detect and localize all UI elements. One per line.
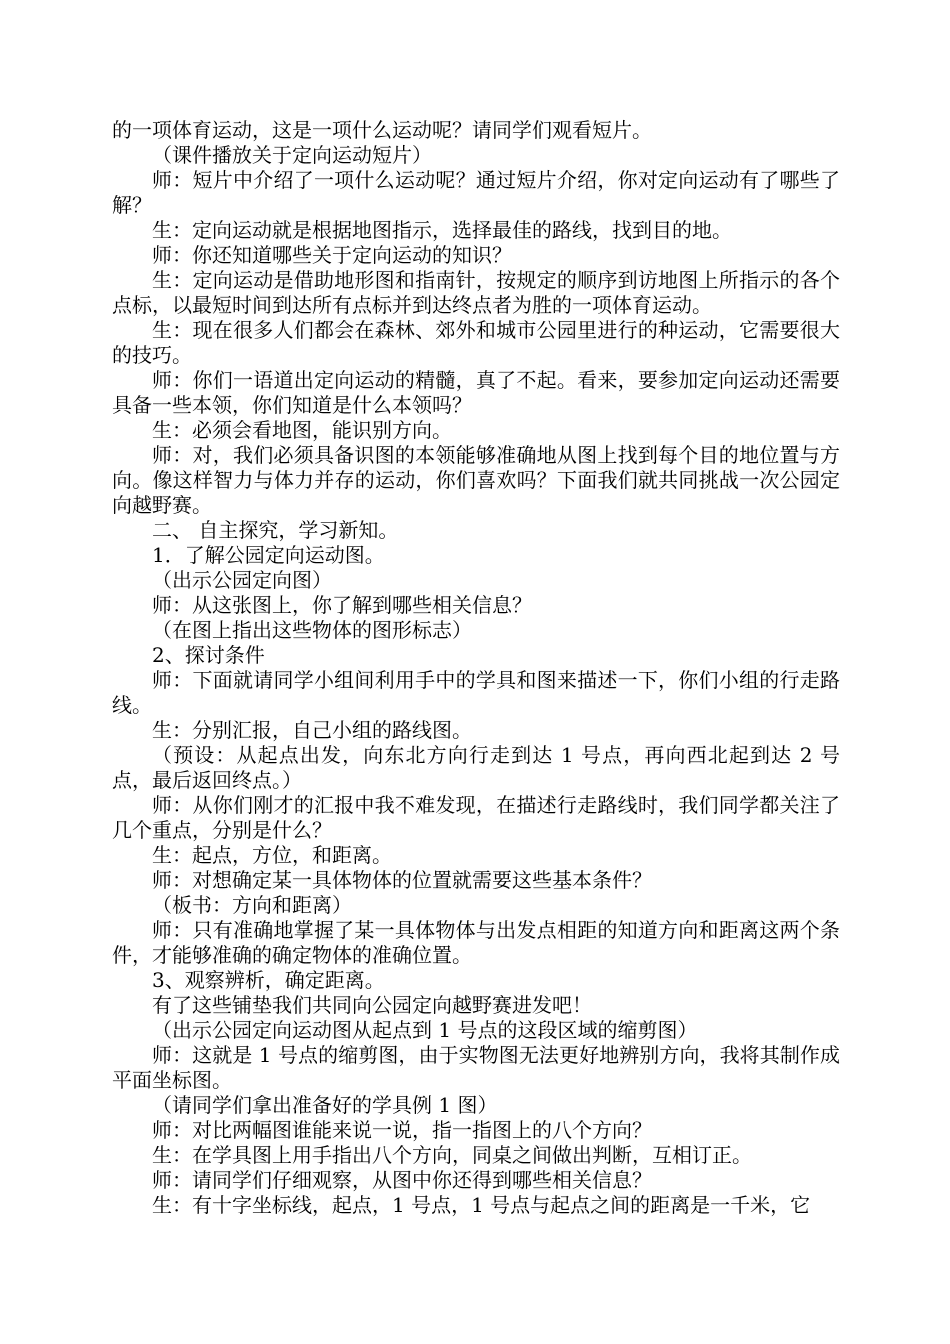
paragraph: 生：起点，方位，和距离。 — [152, 843, 392, 867]
paragraph: 师：你还知道哪些关于定向运动的知识？ — [152, 243, 512, 267]
paragraph: 师：只有准确地掌握了某一具体物体与出发点相距的知道方向和距离这两个条件，才能够准确的确定物体的准确位置。 — [112, 918, 840, 967]
paragraph: 生：有十字坐标线，起点，1 号点，1 号点与起点之间的距离是一千米，它 — [152, 1193, 811, 1217]
paragraph: 生：在学具图上用手指出八个方向，同桌之间做出判断，互相订正。 — [152, 1143, 752, 1167]
paragraph: 的一项体育运动，这是一项什么运动呢？请同学们观看短片。 — [112, 118, 652, 142]
subsection-heading: 2、探讨条件 — [152, 643, 265, 667]
paragraph: （请同学们拿出准备好的学具例 1 图） — [152, 1093, 498, 1117]
paragraph: （出示公园定向图） — [152, 568, 332, 592]
paragraph: （预设：从起点出发，向东北方向行走到达 1 号点，再向西北起到达 2 号点，最后返回终点。） — [112, 743, 840, 792]
paragraph: （出示公园定向运动图从起点到 1 号点的这段区域的缩剪图） — [152, 1018, 698, 1042]
paragraph: 生：分别汇报，自己小组的路线图。 — [152, 718, 472, 742]
subsection-heading: 3、观察辨析，确定距离。 — [152, 968, 385, 992]
paragraph: 师：从你们刚才的汇报中我不难发现，在描述行走路线时，我们同学都关注了几个重点，分别是什么？ — [112, 793, 840, 842]
paragraph: 师：对，我们必须具备识图的本领能够准确地从图上找到每个目的地位置与方向。像这样智力与体力并存的运动，你们喜欢吗？下面我们就共同挑战一次公园定向越野赛。 — [112, 443, 840, 517]
paragraph: （课件播放关于定向运动短片） — [152, 143, 432, 167]
paragraph: 有了这些铺垫我们共同向公园定向越野赛进发吧！ — [152, 993, 592, 1017]
paragraph: 师：这就是 1 号点的缩剪图，由于实物图无法更好地辨别方向，我将其制作成平面坐标图。 — [112, 1043, 840, 1092]
paragraph: （在图上指出这些物体的图形标志） — [152, 618, 472, 642]
paragraph: 师：对想确定某一具体物体的位置就需要这些基本条件？ — [152, 868, 652, 892]
paragraph: 师：对比两幅图谁能来说一说，指一指图上的八个方向？ — [152, 1118, 652, 1142]
paragraph: 生：定向运动是借助地形图和指南针，按规定的顺序到访地图上所指示的各个点标，以最短时间到达所有点标并到达终点者为胜的一项体育运动。 — [112, 268, 840, 317]
document-body — [112, 118, 840, 1218]
paragraph: 师：短片中介绍了一项什么运动呢？通过短片介绍，你对定向运动有了哪些了解？ — [112, 168, 840, 217]
section-heading: 二、 自主探究，学习新知。 — [152, 518, 399, 542]
subsection-heading: 1．了解公园定向运动图。 — [152, 543, 385, 567]
paragraph: 师：你们一语道出定向运动的精髓，真了不起。看来，要参加定向运动还需要具备一些本领，你们知道是什么本领吗？ — [112, 368, 840, 417]
paragraph: （板书：方向和距离） — [152, 893, 352, 917]
paragraph: 师：下面就请同学小组间利用手中的学具和图来描述一下，你们小组的行走路线。 — [112, 668, 840, 717]
paragraph: 生：现在很多人们都会在森林、郊外和城市公园里进行的种运动，它需要很大的技巧。 — [112, 318, 840, 367]
paragraph: 师：请同学们仔细观察，从图中你还得到哪些相关信息？ — [152, 1168, 652, 1192]
paragraph: 师：从这张图上，你了解到哪些相关信息？ — [152, 593, 532, 617]
paragraph: 生：定向运动就是根据地图指示，选择最佳的路线，找到目的地。 — [152, 218, 732, 242]
paragraph: 生：必须会看地图，能识别方向。 — [152, 418, 452, 442]
